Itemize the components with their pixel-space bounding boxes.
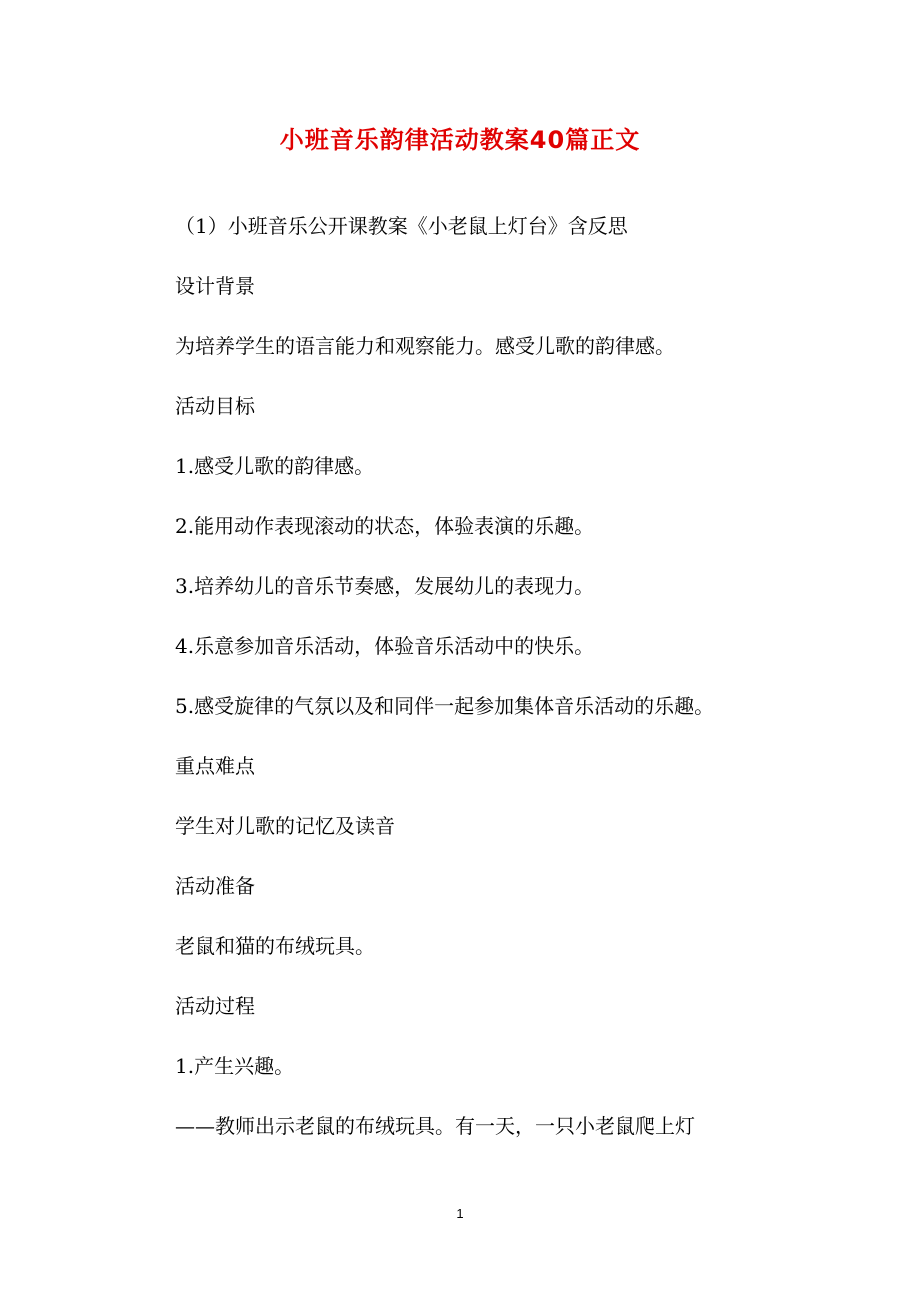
paragraph-design-background: 为培养学生的语言能力和观察能力。感受儿歌的韵律感。 xyxy=(175,334,675,358)
document-title: 小班音乐韵律活动教案40篇正文 xyxy=(279,126,641,154)
paragraph-process-heading: 活动过程 xyxy=(175,994,255,1018)
paragraph-goal-5: 5.感受旋律的气氛以及和同伴一起参加集体音乐活动的乐趣。 xyxy=(175,694,715,718)
paragraph-goal-2: 2.能用动作表现滚动的状态，体验表演的乐趣。 xyxy=(175,514,595,538)
paragraph-preparation-heading: 活动准备 xyxy=(175,874,255,898)
paragraph-goal-1: 1.感受儿歌的韵律感。 xyxy=(175,454,375,478)
paragraph-process-step-1-detail: ——教师出示老鼠的布绒玩具。有一天，一只小老鼠爬上灯 xyxy=(175,1114,695,1138)
paragraph-key-points-heading: 重点难点 xyxy=(175,754,255,778)
paragraph-design-background-heading: 设计背景 xyxy=(175,274,255,298)
paragraph-goal-4: 4.乐意参加音乐活动，体验音乐活动中的快乐。 xyxy=(175,634,595,658)
paragraph-goals-heading: 活动目标 xyxy=(175,394,255,418)
paragraph-goal-3: 3.培养幼儿的音乐节奏感，发展幼儿的表现力。 xyxy=(175,574,595,598)
page-number: 1 xyxy=(456,1206,464,1221)
paragraph-key-points: 学生对儿歌的记忆及读音 xyxy=(175,814,395,838)
paragraph-lesson-heading: （1）小班音乐公开课教案《小老鼠上灯台》含反思 xyxy=(175,214,628,238)
paragraph-process-step-1: 1.产生兴趣。 xyxy=(175,1054,295,1078)
paragraph-preparation: 老鼠和猫的布绒玩具。 xyxy=(175,934,375,958)
